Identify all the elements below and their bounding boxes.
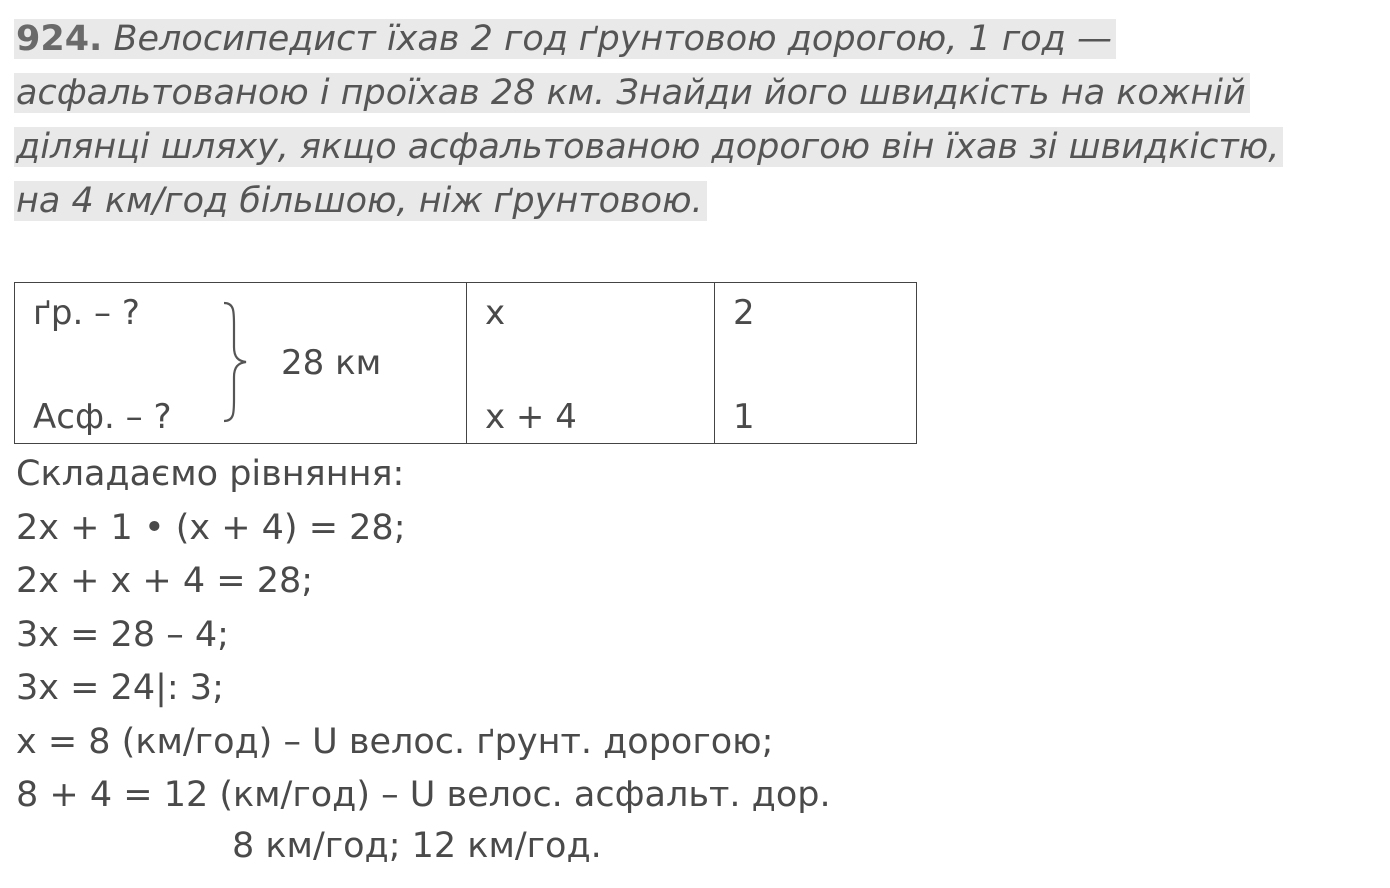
problem-statement (14, 12, 1384, 228)
problem-text-3: ділянці шляху, якщо асфальтованою дорогою він їхав зі швидкістю, (14, 127, 1283, 167)
problem-number: 924. (16, 19, 103, 59)
total-distance: 28 км (281, 343, 382, 383)
speed-asphalt: x + 4 (485, 397, 577, 437)
problem-line-4 (14, 174, 1384, 228)
speed-dirt: x (485, 293, 506, 333)
result-line-1: x = 8 (км/год) – U велос. ґрунт. дорогою; (16, 721, 774, 762)
solution (16, 448, 831, 823)
equation-line-1: 2x + 1 • (x + 4) = 28; (16, 507, 406, 548)
solution-intro: Складаємо рівняння: (16, 454, 405, 494)
row1-label: ґр. – ? (33, 293, 140, 333)
row2-label: Асф. – ? (33, 397, 172, 437)
answer: 8 км/год; 12 км/год. (232, 826, 602, 866)
result-line-2: 8 + 4 = 12 (км/год) – U велос. асфальт. дор. (16, 775, 831, 815)
equation-line-2: 2x + x + 4 = 28; (16, 561, 314, 601)
equation-line-4: 3x = 24|: 3; (16, 668, 224, 708)
equation-line-3: 3x = 28 – 4; (16, 614, 229, 655)
table-divider-2 (714, 283, 715, 443)
condition-table (14, 282, 917, 444)
problem-line-3 (14, 120, 1384, 174)
table-divider-1 (466, 283, 467, 443)
curly-brace-icon (220, 301, 254, 423)
problem-line-2 (14, 66, 1384, 120)
time-dirt: 2 (733, 293, 755, 333)
problem-line-1 (14, 12, 1384, 66)
problem-text-1: Велосипедист їхав 2 год ґрунтовою дорогою, 1 год — (113, 19, 1113, 59)
time-asphalt: 1 (733, 397, 755, 437)
problem-text-2: асфальтованою і проїхав 28 км. Знайди його швидкість на кожній (14, 73, 1250, 113)
problem-text-4: на 4 км/год більшою, ніж ґрунтовою. (14, 181, 707, 221)
